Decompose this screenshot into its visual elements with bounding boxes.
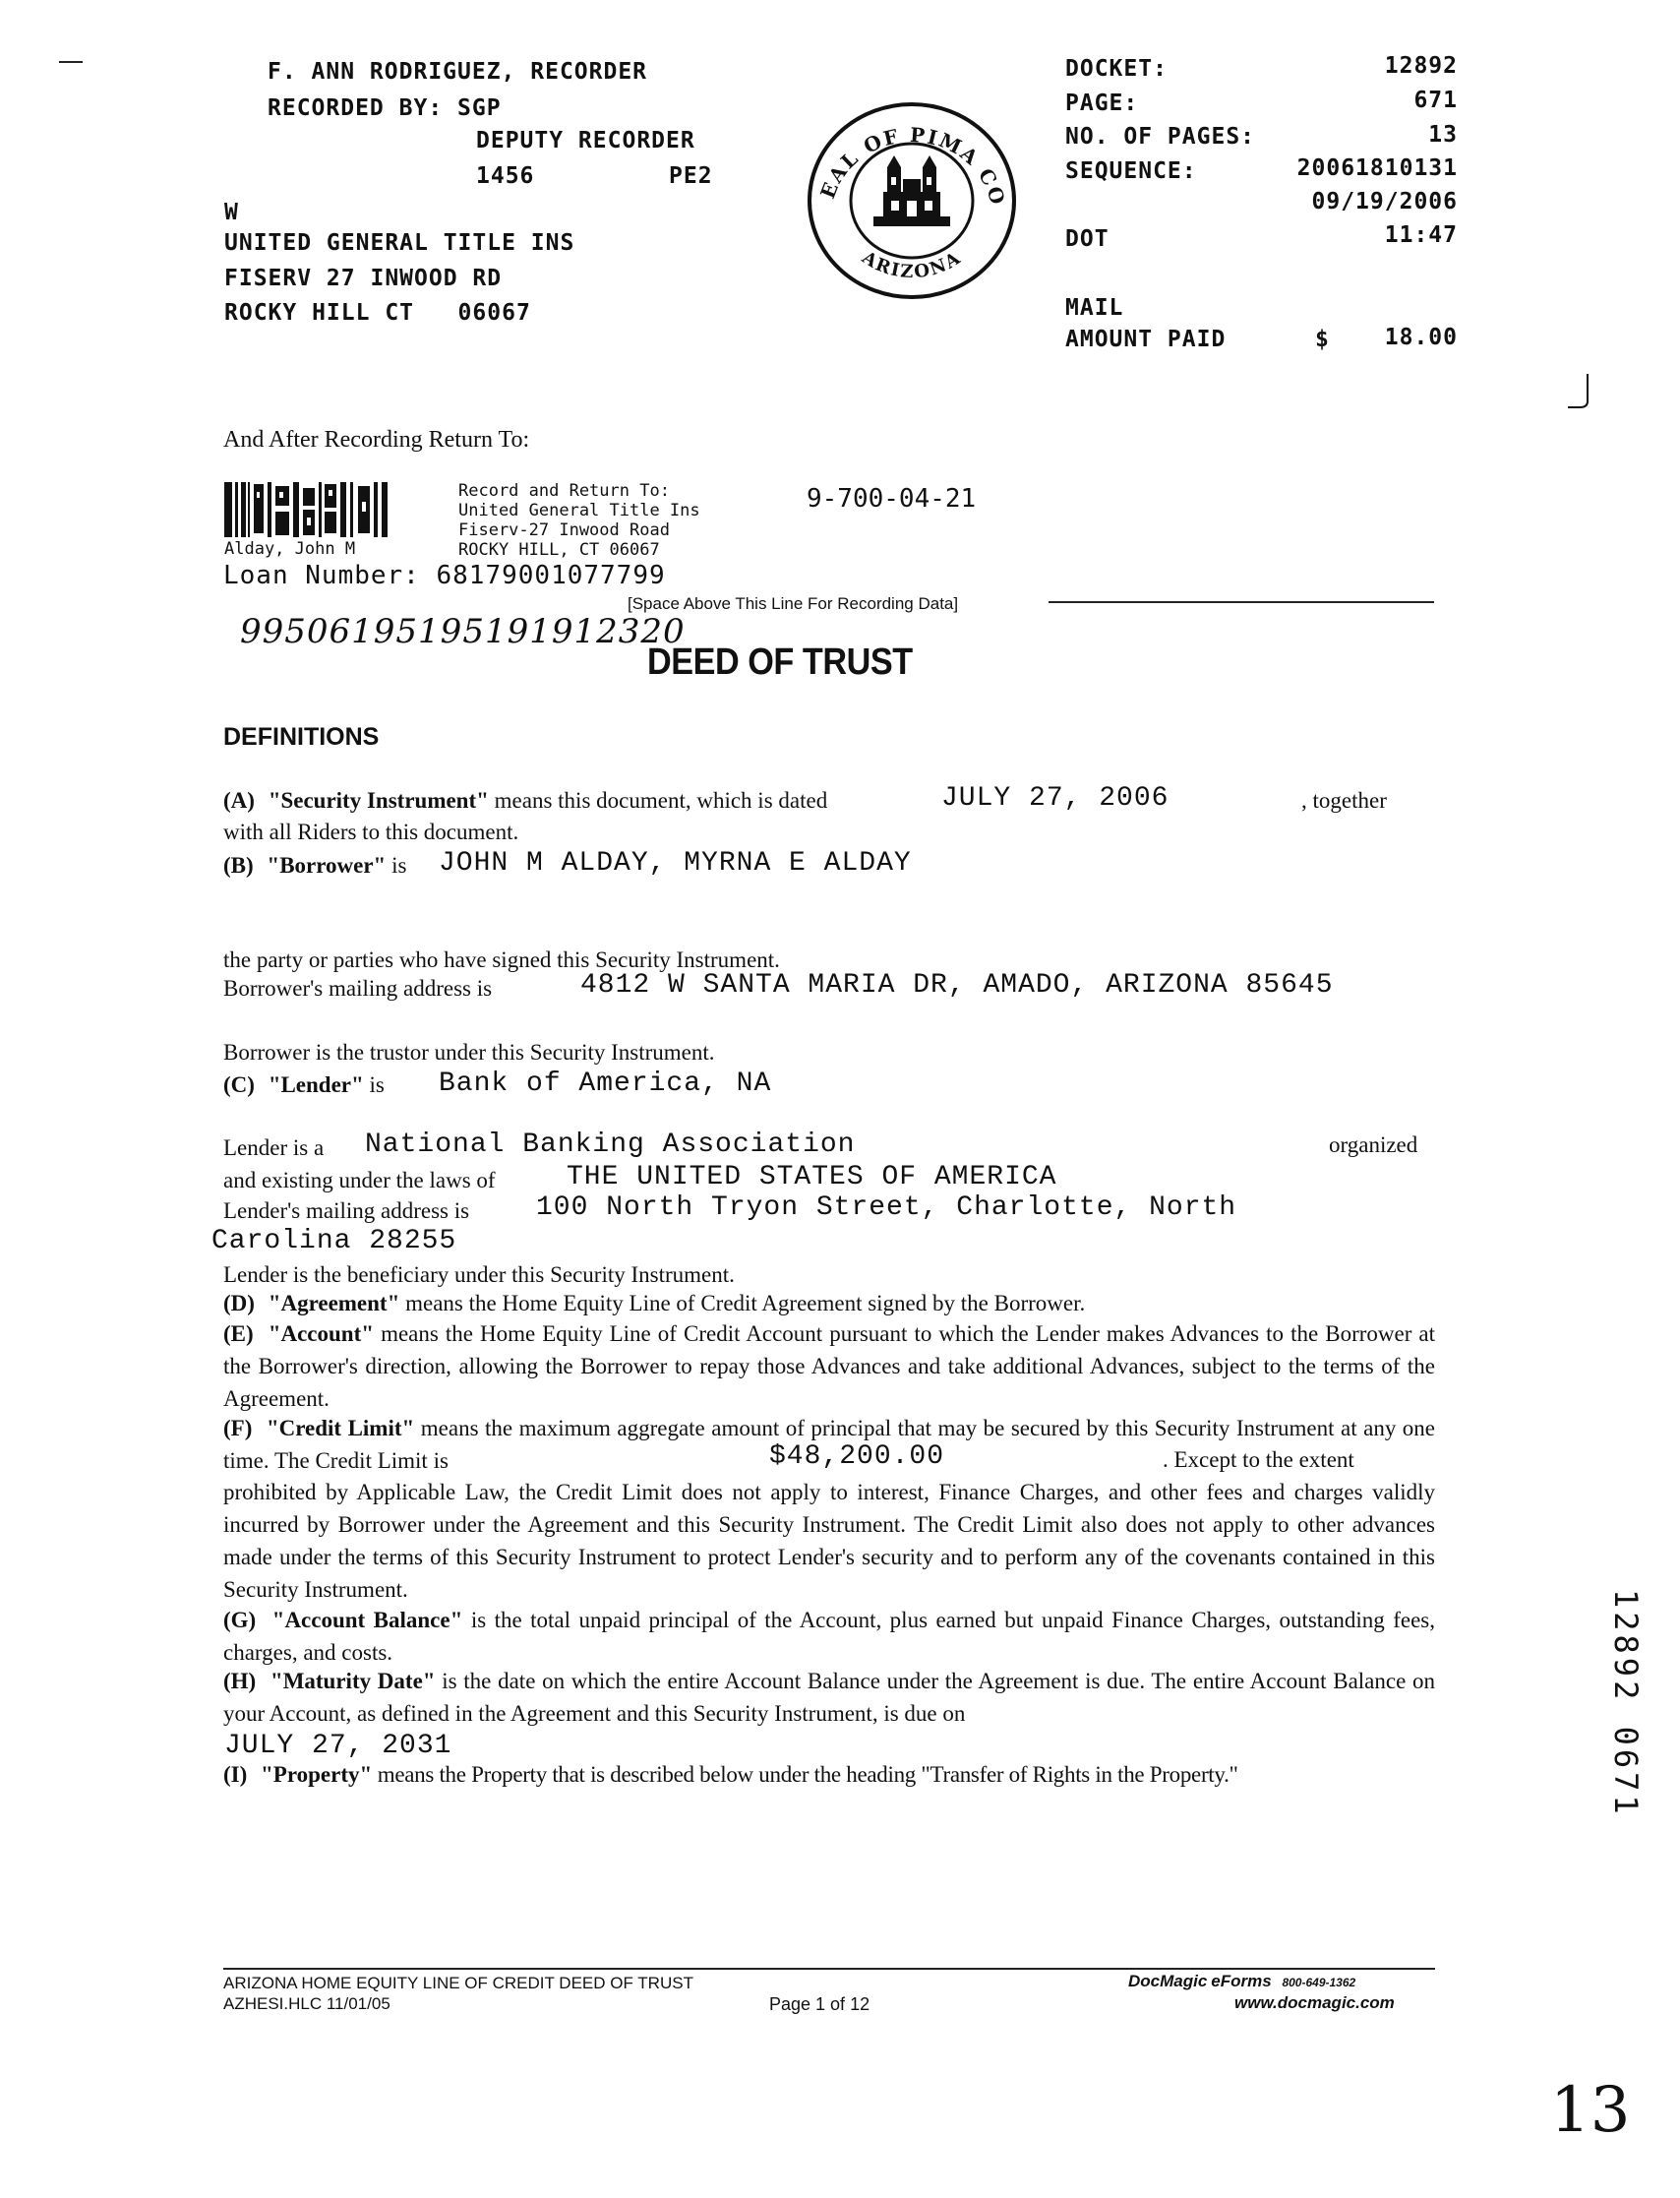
definition-i-text: means the Property that is described below under the heading "Transfer of Rights in the Property." <box>372 1762 1238 1787</box>
definition-i-label: "Property" <box>261 1762 373 1787</box>
definition-b-text: is <box>386 853 407 878</box>
sequence-value: 20061810131 <box>1296 155 1458 181</box>
docket-label: DOCKET: <box>1065 56 1168 82</box>
footer-phone: 800-649-1362 <box>1282 1976 1356 1989</box>
definition-d-prefix: (D) <box>223 1291 255 1315</box>
sequence-label: SEQUENCE: <box>1065 158 1197 184</box>
footer-form-code: AZHESI.HLC 11/01/05 <box>223 1994 390 2013</box>
recording-date: 09/19/2006 <box>1311 189 1458 214</box>
definition-h <box>223 1665 1435 1730</box>
footer-page-number: Page 1 of 12 <box>769 1994 870 2014</box>
seal-bottom-text: ARIZONA <box>858 247 966 283</box>
amount-currency: $ <box>1315 327 1330 352</box>
recorder-address-3: ROCKY HILL CT 06067 <box>224 300 531 326</box>
definition-a-together: , together <box>1301 788 1387 813</box>
recording-time: 11:47 <box>1384 222 1458 248</box>
definition-h-label: "Maturity Date" <box>270 1669 436 1693</box>
lender-laws-label: and existing under the laws of <box>223 1168 496 1192</box>
space-above-note: [Space Above This Line For Recording Data] <box>628 594 959 613</box>
recorder-address-1: UNITED GENERAL TITLE INS <box>224 230 575 256</box>
definition-d-label: "Agreement" <box>268 1291 400 1315</box>
recorder-line-3: DEPUTY RECORDER <box>476 128 695 153</box>
lender-beneficiary-statement: Lender is the beneficiary under this Security Instrument. <box>223 1262 735 1287</box>
return-line-4: ROCKY HILL, CT 06067 <box>458 540 660 560</box>
handwritten-page-mark: 13 <box>1550 2074 1631 2147</box>
definition-i-prefix: (I) <box>223 1762 248 1787</box>
margin-bracket-mark <box>1566 372 1595 411</box>
definitions-heading: DEFINITIONS <box>223 723 380 751</box>
definition-e-label: "Account" <box>268 1321 375 1346</box>
borrower-address-label: Borrower's mailing address is <box>223 976 493 1001</box>
lender-address-line-2: Carolina 28255 <box>211 1226 457 1256</box>
definition-b-line-2: the party or parties who have signed this Security Instrument. <box>223 947 780 972</box>
definition-h-text: is the date on which the entire Account Balance under the Agreement is due. The entire Account Balance on your Account, as defined in the Agreement and this Security Instrument, is due on <box>223 1669 1436 1726</box>
definition-a <box>223 784 827 817</box>
recorder-line-2: RECORDED BY: SGP <box>268 95 502 121</box>
maturity-date: JULY 27, 2031 <box>224 1731 452 1761</box>
definition-g-label: "Account Balance" <box>271 1608 463 1632</box>
definition-c-text: is <box>363 1072 385 1097</box>
definition-h-prefix: (H) <box>223 1669 257 1693</box>
handwritten-number: 99506195195191912320 <box>240 612 686 651</box>
svg-text:ARIZONA <box>858 247 966 282</box>
recorder-code-2: PE2 <box>669 163 713 189</box>
amount-value: 18.00 <box>1384 325 1458 350</box>
definition-d <box>223 1287 1085 1319</box>
definition-b <box>223 849 406 882</box>
lender-address-label: Lender's mailing address is <box>223 1198 470 1223</box>
recorder-w: W <box>224 200 239 225</box>
definition-g-prefix: (G) <box>223 1608 257 1632</box>
lender-organized: organized <box>1329 1132 1418 1157</box>
dot-label: DOT <box>1065 226 1110 252</box>
seal-top-text: EAL OF PIMA CO <box>815 122 1011 210</box>
barcode-name-label: Alday, John M <box>224 539 356 559</box>
lender-name: Bank of America, NA <box>439 1068 772 1099</box>
reference-number: 9-700-04-21 <box>807 484 977 514</box>
definition-c-prefix: (C) <box>223 1072 255 1097</box>
borrower-names: JOHN M ALDAY, MYRNA E ALDAY <box>439 848 912 879</box>
footer-rule <box>223 1968 1435 1970</box>
definition-f-text-1: means the maximum aggregate amount of principal that may be secured by this Security Instrument at any one time. The Credit Limit is <box>223 1416 1436 1473</box>
footer-brand-name: DocMagic <box>1128 1972 1208 1990</box>
security-instrument-date: JULY 27, 2006 <box>941 783 1170 814</box>
footer-brand-eforms: eForms <box>1211 1972 1272 1990</box>
lender-address-line-1: 100 North Tryon Street, Charlotte, North <box>536 1192 1237 1223</box>
definition-a-line-2: with all Riders to this document. <box>223 820 519 844</box>
pages-label: NO. OF PAGES: <box>1065 124 1256 150</box>
definition-a-text: means this document, which is dated <box>488 788 828 813</box>
loan-number: Loan Number: 68179001077799 <box>223 561 666 590</box>
definition-f-prefix: (F) <box>223 1416 253 1440</box>
definition-a-prefix: (A) <box>223 788 255 813</box>
lender-type: National Banking Association <box>365 1130 856 1160</box>
definition-d-text: means the Home Equity Line of Credit Agreement signed by the Borrower. <box>399 1291 1086 1315</box>
definition-e <box>223 1317 1435 1415</box>
lender-is-a-label: Lender is a <box>223 1135 325 1160</box>
definition-b-prefix: (B) <box>223 853 254 878</box>
definition-i <box>223 1758 1238 1791</box>
corner-dash <box>59 61 83 63</box>
recorder-code-1: 1456 <box>476 163 535 189</box>
definition-a-label: "Security Instrument" <box>268 788 489 813</box>
lender-laws-value: THE UNITED STATES OF AMERICA <box>567 1162 1057 1192</box>
definition-g-text: is the total unpaid principal of the Account, plus earned but unpaid Finance Charges, outstanding fees, charges, and costs. <box>223 1608 1436 1665</box>
page-value: 671 <box>1413 88 1458 113</box>
definition-c-label: "Lender" <box>268 1072 364 1097</box>
definition-f-label: "Credit Limit" <box>266 1416 415 1440</box>
definition-f-text-2: . Except to the extent <box>1163 1447 1354 1472</box>
recording-data-line <box>1049 601 1434 603</box>
page-label: PAGE: <box>1065 91 1139 116</box>
amount-label: AMOUNT PAID <box>1065 327 1227 352</box>
document-title: DEED OF TRUST <box>647 641 913 683</box>
definition-e-prefix: (E) <box>223 1321 254 1346</box>
definition-b-label: "Borrower" <box>267 853 387 878</box>
return-line-2: United General Title Ins <box>458 501 700 520</box>
definition-f-continued: prohibited by Applicable Law, the Credit Limit does not apply to interest, Finance Charges, and other fees and charges validly incurred by Borrower under the Agreement and this Security Instrument. The Credit Limit also does not apply to other advances made under the terms of this Security Instrument to protect Lender's security and to perform any of the covenants contained in this Security Instrument. <box>223 1480 1435 1602</box>
credit-limit-amount: $48,200.00 <box>769 1441 945 1472</box>
footer-form-title: ARIZONA HOME EQUITY LINE OF CREDIT DEED OF TRUST <box>223 1974 693 1992</box>
pages-value: 13 <box>1428 122 1458 148</box>
margin-stamp: 12892 0671 <box>1607 1589 1645 1818</box>
return-line-1: Record and Return To: <box>458 481 670 501</box>
mail-label: MAIL <box>1065 295 1124 321</box>
return-to-heading: And After Recording Return To: <box>223 427 530 453</box>
definition-g <box>223 1604 1435 1669</box>
borrower-trustor-statement: Borrower is the trustor under this Security Instrument. <box>223 1040 715 1065</box>
return-line-3: Fiserv-27 Inwood Road <box>458 520 670 540</box>
definition-e-text: means the Home Equity Line of Credit Account pursuant to which the Lender makes Advances to the Borrower at the Borrower's direction, allowing the Borrower to repay those Advances and take additional Advances, subject to the terms of the Agreement. <box>223 1321 1435 1411</box>
recorder-address-2: FISERV 27 INWOOD RD <box>224 266 503 291</box>
recorder-line-1: F. ANN RODRIGUEZ, RECORDER <box>268 59 648 85</box>
docket-value: 12892 <box>1384 53 1458 79</box>
barcode <box>224 482 388 537</box>
footer-brand <box>1128 1972 1355 1991</box>
footer-url: www.docmagic.com <box>1234 1993 1395 2012</box>
borrower-address: 4812 W SANTA MARIA DR, AMADO, ARIZONA 85645 <box>580 970 1334 1001</box>
definition-c <box>223 1068 385 1101</box>
pima-county-seal <box>805 98 1019 303</box>
